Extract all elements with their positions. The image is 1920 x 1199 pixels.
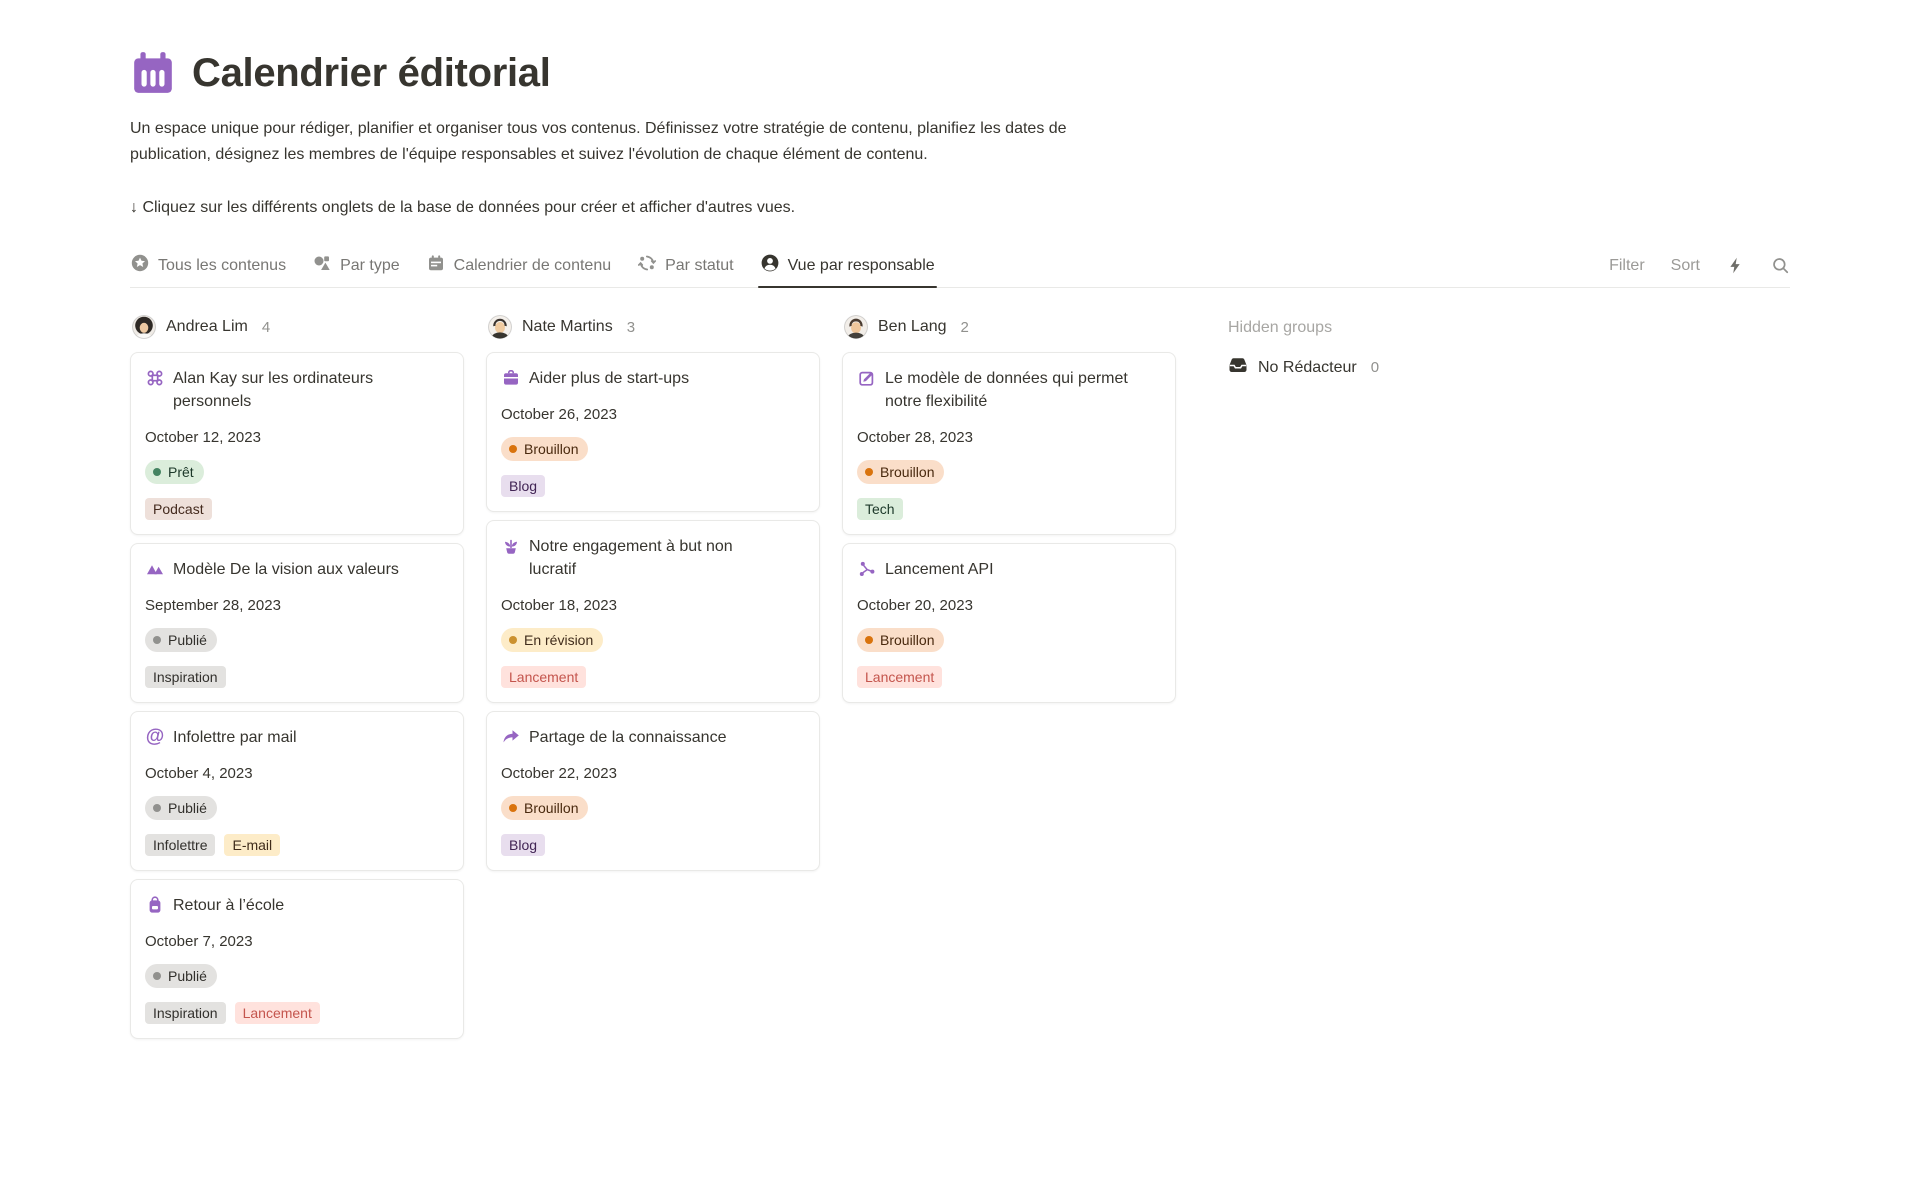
card-title: Le modèle de données qui permet notre flexibilité: [885, 370, 1128, 410]
status-dot: [509, 636, 517, 644]
tag: Infolettre: [145, 834, 215, 856]
card-date: October 22, 2023: [501, 765, 617, 782]
card-date: October 20, 2023: [857, 597, 973, 614]
tab-label: Tous les contenus: [158, 256, 287, 274]
card-date: October 26, 2023: [501, 406, 617, 423]
status-dot: [865, 468, 873, 476]
card-date: October 12, 2023: [145, 429, 261, 446]
tag: Podcast: [145, 498, 212, 520]
content-card[interactable]: [130, 711, 464, 871]
card-title: Notre engagement à but non lucratif: [529, 538, 733, 578]
backpack-icon: [145, 895, 165, 915]
card-title: Infolettre par mail: [173, 729, 297, 746]
shapes-icon: [312, 253, 332, 278]
status-dot: [865, 636, 873, 644]
group-count: 4: [261, 318, 271, 336]
tag: Tech: [857, 498, 903, 520]
status-badge: Publié: [145, 628, 217, 652]
command-icon: [145, 368, 165, 388]
card-date: September 28, 2023: [145, 597, 281, 614]
tag: Blog: [501, 834, 545, 856]
status-badge: Prêt: [145, 460, 204, 484]
content-card[interactable]: [130, 352, 464, 535]
card-title: Retour à l’école: [173, 897, 285, 914]
filter-button[interactable]: Filter: [1609, 256, 1645, 274]
edit-icon: [857, 368, 877, 388]
tab-label: Calendrier de contenu: [453, 256, 612, 274]
group-count: 3: [626, 318, 636, 336]
content-card[interactable]: [130, 543, 464, 703]
status-badge: En révision: [501, 628, 603, 652]
plant-icon: [501, 536, 521, 556]
content-card[interactable]: [486, 711, 820, 871]
view-tabbar: [130, 244, 1790, 288]
tag: E-mail: [224, 834, 280, 856]
status-badge: Publié: [145, 964, 217, 988]
hidden-groups-section: [1228, 314, 1379, 380]
status-dot: [509, 445, 517, 453]
hidden-group-no-redacteur[interactable]: [1228, 355, 1379, 380]
group-header-nate-martins[interactable]: [486, 314, 820, 340]
avatar: [488, 315, 512, 339]
tab-vue-par-responsable[interactable]: [760, 244, 935, 287]
group-count: 2: [960, 318, 969, 336]
card-date: October 7, 2023: [145, 933, 253, 950]
person-circle-icon: [760, 253, 780, 278]
sort-button[interactable]: Sort: [1670, 256, 1700, 274]
page-header: [130, 50, 1790, 96]
inbox-icon: [1228, 355, 1248, 380]
tag: Inspiration: [145, 1002, 226, 1024]
status-badge: Brouillon: [857, 460, 944, 484]
star-circle-icon: [130, 253, 150, 278]
group-header-andrea-lim[interactable]: [130, 314, 464, 340]
card-title: Partage de la connaissance: [529, 729, 727, 746]
calendar-icon: [130, 50, 176, 96]
hidden-group-label: No Rédacteur: [1258, 358, 1357, 376]
status-dot: [153, 804, 161, 812]
status-badge: Brouillon: [857, 628, 944, 652]
tab-par-type[interactable]: [312, 244, 400, 287]
tab-label: Par statut: [665, 256, 734, 274]
avatar: [844, 315, 868, 339]
tab-calendrier-de-contenu[interactable]: [426, 244, 611, 287]
status-dot: [153, 972, 161, 980]
hidden-groups-title: Hidden groups: [1228, 319, 1333, 336]
card-date: October 28, 2023: [857, 429, 973, 446]
page-hint: ↓ Cliquez sur les différents onglets de la base de données pour créer et afficher d'autres vues.: [130, 199, 796, 216]
card-date: October 4, 2023: [145, 765, 253, 782]
tag: Blog: [501, 475, 545, 497]
board-column-nate-martins: [486, 314, 820, 879]
tab-par-statut[interactable]: [637, 244, 733, 287]
view-toolbar: [1609, 244, 1790, 287]
tabbar-spacer: [961, 244, 1609, 287]
lightning-icon[interactable]: [1726, 256, 1745, 275]
tab-label: Vue par responsable: [787, 256, 935, 274]
tab-tous-les-contenus[interactable]: [130, 244, 286, 287]
at-sign-icon: @: [145, 726, 165, 747]
content-card[interactable]: [842, 352, 1176, 535]
content-card[interactable]: [130, 879, 464, 1039]
calendar-view-icon: [426, 253, 446, 278]
card-date: October 18, 2023: [501, 597, 617, 614]
status-dot: [153, 468, 161, 476]
group-name: Nate Martins: [522, 318, 613, 335]
group-name: Andrea Lim: [166, 318, 248, 335]
page-description: Un espace unique pour rédiger, planifier et organiser tous vos contenus. Définissez votre stratégie de contenu, planifiez les dates de publication, désignez les membres de l'équipe responsables et suivez l'évolution de chaque élément de contenu.: [130, 120, 1067, 163]
network-icon: [857, 559, 877, 579]
search-icon[interactable]: [1771, 256, 1790, 275]
hidden-group-count: 0: [1370, 359, 1380, 376]
content-card[interactable]: [486, 520, 820, 703]
status-dot: [509, 804, 517, 812]
tag: Lancement: [235, 1002, 320, 1024]
card-title: Aider plus de start-ups: [529, 370, 690, 387]
status-badge: Brouillon: [501, 796, 588, 820]
status-dot: [153, 636, 161, 644]
board: [130, 314, 1790, 1047]
card-title: Lancement API: [885, 561, 994, 578]
mountains-icon: [145, 559, 165, 579]
content-card[interactable]: [842, 543, 1176, 703]
content-card[interactable]: [486, 352, 820, 512]
tag: Inspiration: [145, 666, 226, 688]
avatar: [132, 315, 156, 339]
board-column-ben-lang: [842, 314, 1176, 711]
status-badge: Publié: [145, 796, 217, 820]
group-name: Ben Lang: [878, 318, 947, 335]
page-title: Calendrier éditorial: [192, 50, 551, 95]
briefcase-icon: [501, 368, 521, 388]
card-title: Alan Kay sur les ordinateurs personnels: [173, 370, 374, 410]
tag: Lancement: [857, 666, 942, 688]
share-arrow-icon: [501, 727, 521, 747]
status-cycle-icon: [637, 253, 657, 278]
group-header-ben-lang[interactable]: [842, 314, 1176, 340]
status-badge: Brouillon: [501, 437, 588, 461]
board-column-andrea-lim: [130, 314, 464, 1047]
tag: Lancement: [501, 666, 586, 688]
tab-label: Par type: [340, 256, 400, 274]
card-title: Modèle De la vision aux valeurs: [173, 561, 399, 578]
